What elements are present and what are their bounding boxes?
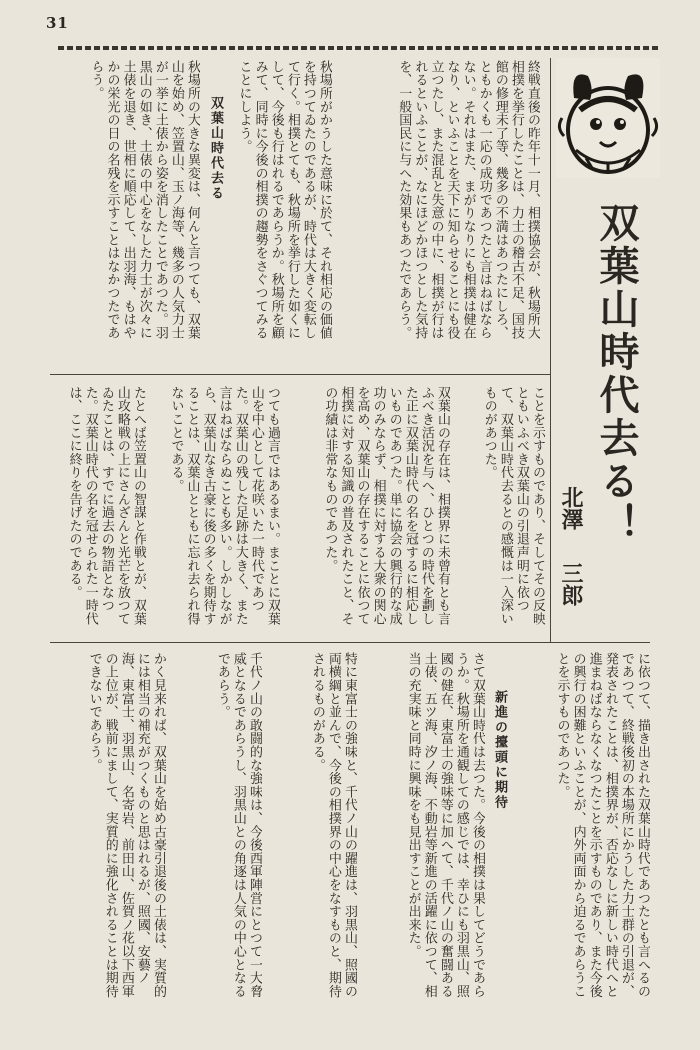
article-paragraph: かく見来れば、双葉山を始め古豪引退後の土俵は、実質的には相当の補充がつくものと思はれるが、照國、安藝ノ海、東富士、羽黒山、名寄岩、前田山、佐賀ノ花以下西軍の上位が、戦前にまして、実質的に強化されることは期待できないであらう。 [86,652,166,998]
section-heading: 双葉山時代去る [208,96,223,201]
article-paragraph: 特に東富士の強味と、千代ノ山の躍進は、羽黒山、照國の両横綱と並んで、今後の相撲界の中心をなすものと、期待されるものがある。 [309,652,357,998]
article-paragraph: さて双葉山時代は去つた。今後の相撲は果してどうであらうか。秋場所を通観しての感じでは、幸ひにも羽黒山、照國の健在、東富士の強味等に加へて、千代ノ山の奮闘ある土俵、五ツ海、汐ノ海、不動岩等新進の活躍に依つて、相当の充実味と同時に興味をも見出すことが出来た。 [405,652,485,998]
author-surname: 北澤 [558,486,584,530]
author-given-name: 三郎 [558,562,584,606]
article-paragraph: 双葉山の存在は、相撲界に未曾有とも言ふべき活況を与へ、ひとつの時代を劃した正に双葉山時代の名を冠するに相応しいものであつた。単に協会の興行的な成功のみならず、相撲に対する大衆の関心を高め、双葉山の存在することに依つて相撲に対する知識の普及されたこと、その功績は非常なものであつた。 [322,386,450,626]
top-border-rule [58,46,658,50]
article-paragraph: ことを示すものであり、そしてその反映ともいふべき双葉山の引退声明に依つて、双葉山時代去るとの感慨は一入深いものがあつた。 [481,386,545,626]
section-heading: 新進の擡頭に期待 [492,690,507,810]
horizontal-divider [50,642,650,643]
page-number: 31 [46,14,69,32]
lead-paragraph: 秋場所がかうした意味に於て、それ相応の価値を持つてゐたのであるが、時代は大きく変転して行く。相撲とても、秋場所を挙行した如くにして、今後も行はれるであらうか。秋場所を顧みて、同時に今後の相撲の趨勢をさぐつてみることにしよう。 [236,60,332,340]
horizontal-divider [50,374,550,375]
article-paragraph: つても過言ではあるまい。まことに双葉山を中心として花咲いた一時代であつた。双葉山の残した足跡は大きく、また言はねばならぬことも多い。しかしながら、双葉山なき古豪に後の多くを期待することは、双葉山とともに忘れ去られ得ないことである。 [168,386,280,626]
author-name [556,486,587,606]
article-paragraph: に依つて、描き出された双葉山時代であつたとも言へるのであつて、終戦後初の本場所にかうした力士群の引退が、発表されたことは、相撲界が、否応なしに新しい時代へと進まねばならなくなつたことを示すものであり、また今後の興行の困難といふことが、内外両面から迫るであらうことを示すものであつた。 [554,652,650,998]
title-column-divider [550,58,551,642]
lead-paragraph: 終戦直後の昨年十一月、相撲協会が、秋場所大相撲を挙行したことは、力士の稽古不足、国技館の修理未了等、幾多の不満はあつたにしろ、ともかくも一応の成功であつたと言はねばならない。それはまた、まがりなりにも相撲は健在なり、といふことを天下に知らせることにも役立つたし、また混乱と失意の中に、相撲が行はれるといふことが、なにほどかほつとした気持を、一般国民に与へた効果もあつたであらう。 [396,60,540,340]
article-title: 双葉山時代去る！ [593,202,640,546]
article-paragraph: 千代ノ山の敢闘的な強味は、今後西軍陣営にとつて一大脅威となるであらうし、羽黒山との角逐は人気の中心となるであらう。 [214,652,262,998]
article-paragraph: たとへば笠置山の智謀と作戦とが、双葉山攻略戦の上にさんざんと光芒を放つてゐたことは、すでに過去の物語となつた。双葉山時代の名を冠せられた一時代は、ここに終りを告げたのである。 [66,386,146,626]
article-paragraph: 秋場所の大きな異変は、何んと言つても、双葉山を始め、笠置山、玉ノ海等、幾多の人気力士が一挙に土俵から姿を消したことであつた。羽黒山の如き、土俵の中心をなした力士が次々に土俵を退き、世相に順応して、出羽海、もはやかの栄光の日の名残を示すことはなかつたであらう。 [88,60,200,340]
title-illustration [556,58,660,178]
